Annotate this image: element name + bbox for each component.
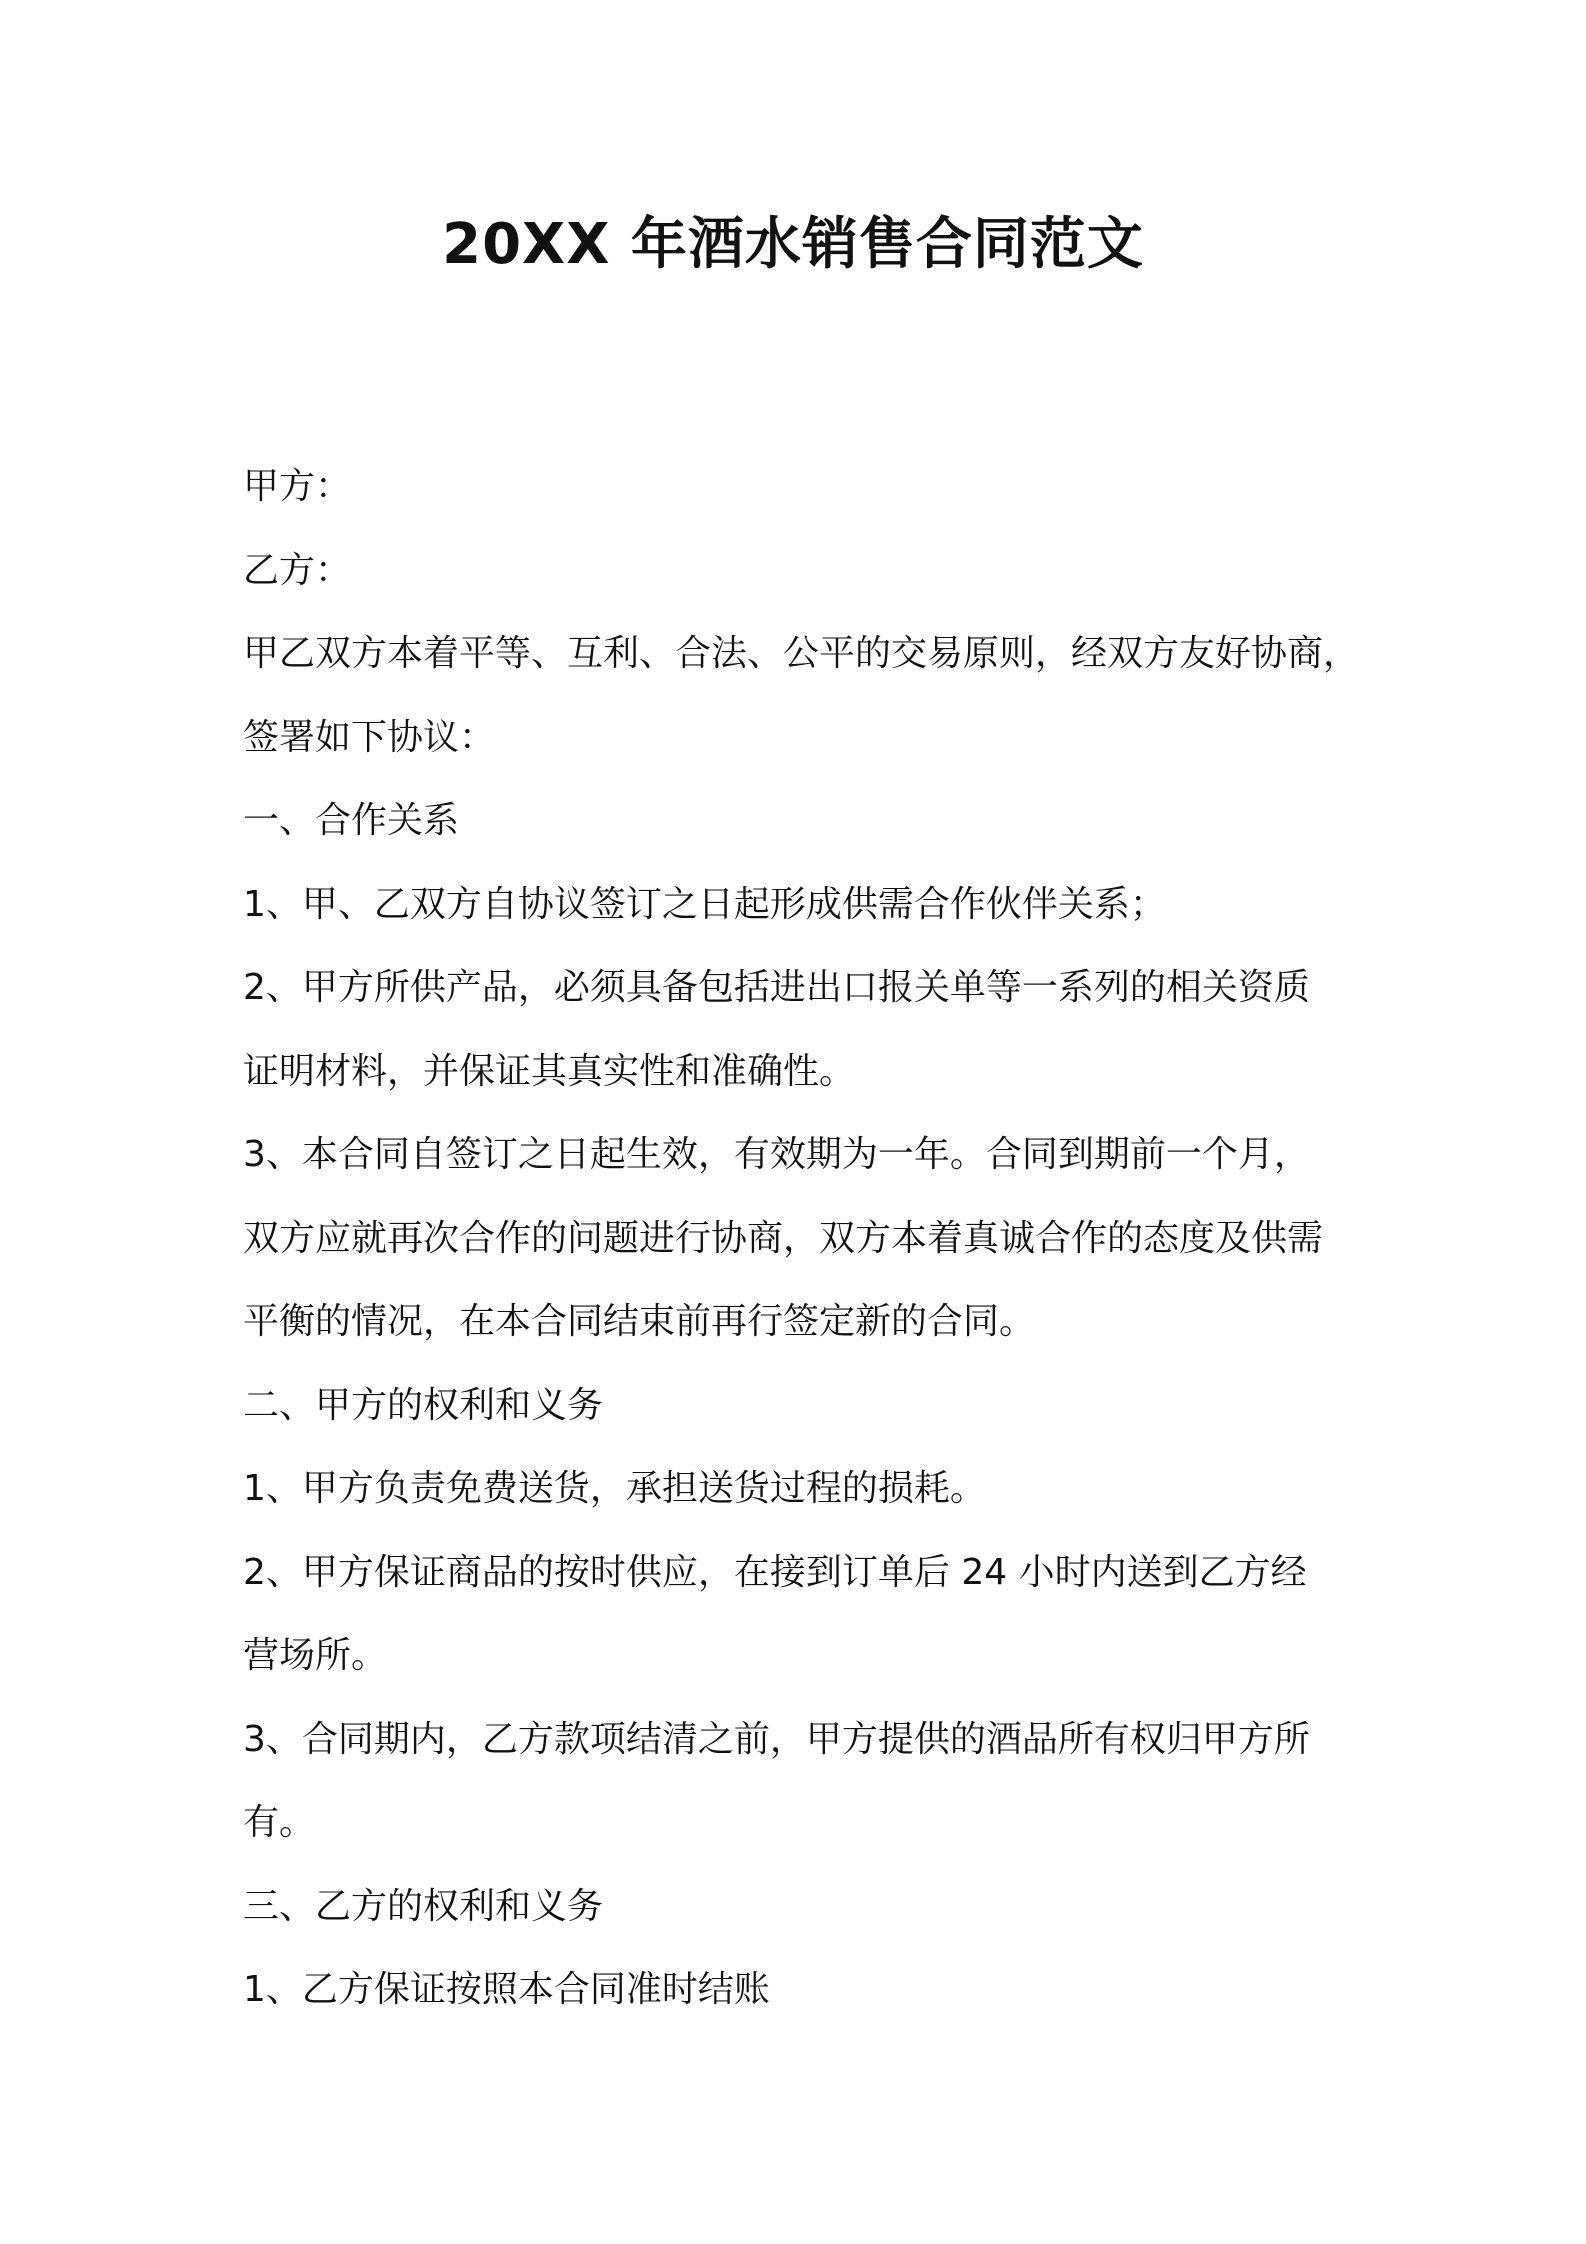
section-heading-1: 一、合作关系 [243, 800, 460, 841]
document-title: 20XX 年酒水销售合同范文 [442, 212, 1144, 277]
party-a-line: 甲方： [243, 466, 352, 507]
clause-line: 3、合同期内，乙方款项结清之前，甲方提供的酒品所有权归甲方所 [243, 1718, 1310, 1760]
clause-line: 平衡的情况，在本合同结束前再行签定新的合同。 [243, 1301, 1036, 1342]
section-heading-3: 三、乙方的权利和义务 [243, 1885, 604, 1927]
clause-line: 证明材料，并保证其真实性和准确性。 [243, 1050, 856, 1092]
clause-line: 营场所。 [243, 1635, 388, 1676]
section-heading-2: 二、甲方的权利和义务 [243, 1384, 604, 1426]
preamble-line-2: 签署如下协议： [243, 716, 496, 758]
clause-line: 双方应就再次合作的问题进行协商，双方本着真诚合作的态度及供需 [243, 1217, 1324, 1259]
clause-line: 2、甲方保证商品的按时供应，在接到订单后 24 小时内送到乙方经 [243, 1551, 1307, 1593]
preamble-line-1: 甲乙双方本着平等、互利、合法、公平的交易原则，经双方友好协商， [243, 633, 1360, 674]
clause-line: 3、本合同自签订之日起生效，有效期为一年。合同到期前一个月， [243, 1134, 1310, 1175]
clause-line: 1、甲、乙双方自协议签订之日起形成供需合作伙伴关系； [243, 883, 1166, 925]
party-b-line: 乙方： [243, 549, 352, 591]
clause-line: 2、甲方所供产品，必须具备包括进出口报关单等一系列的相关资质 [243, 967, 1310, 1008]
clause-line: 有。 [243, 1802, 316, 1843]
document-body [243, 445, 1363, 2032]
clause-line: 1、甲方负责免费送货，承担送货过程的损耗。 [243, 1468, 986, 1509]
clause-line: 1、乙方保证按照本合同准时结账 [243, 1969, 770, 2010]
